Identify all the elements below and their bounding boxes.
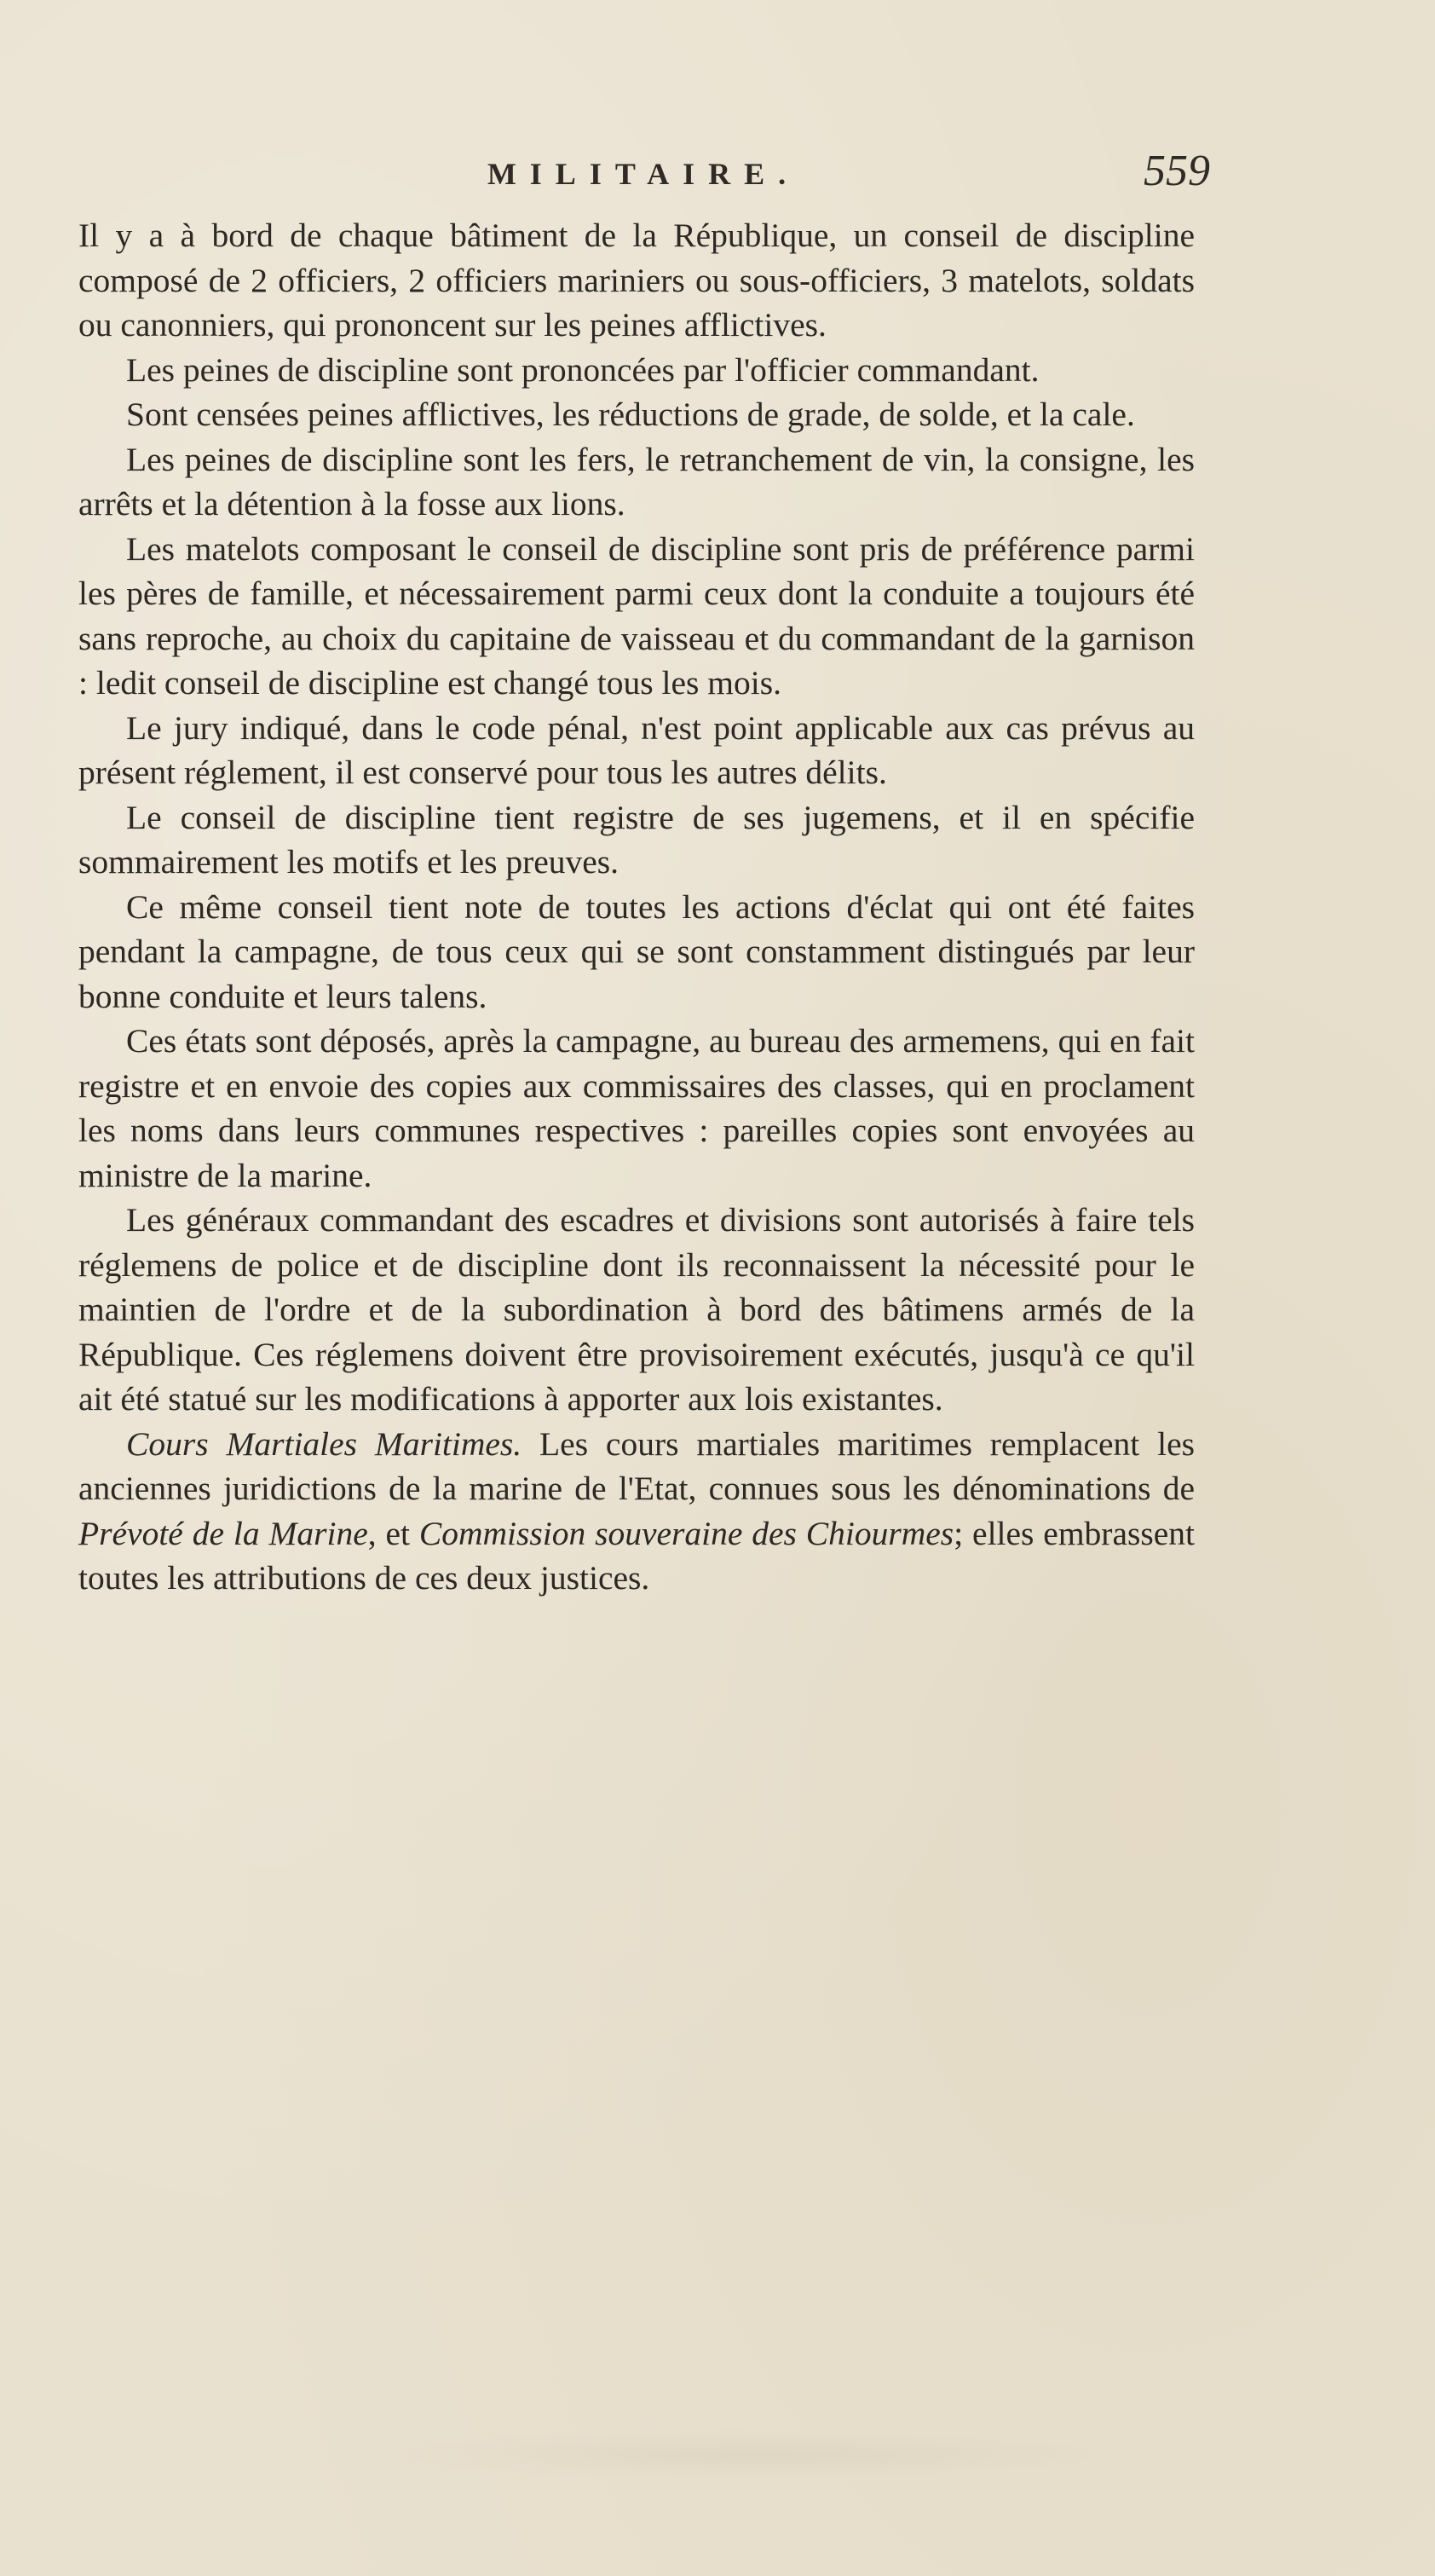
paragraph-states-deposited: Ces états sont déposés, après la campagne, au bureau des armemens, qui en fait registre et en envoie des copies aux commissaires des classes, qui en proclament les noms dans leurs communes respectives : pareilles copies sont envoyées au ministre de la marine. (78, 1022, 1195, 1194)
paragraph-discipline-council: Il y a à bord de chaque bâtiment de la République, un conseil de discipline composé de 2 officiers, 2 officiers mariniers ou sous-officiers, 3 matelots, soldats ou canonniers, qui prononcent sur les peines afflictives. (78, 217, 1195, 344)
paragraph-martial-courts (78, 1422, 1195, 1601)
paragraph-actions-of-distinction: Ce même conseil tient note de toutes les actions d'éclat qui ont été faites pendant la campagne, de tous ceux qui se sont constamment distingués par leur bonne conduite et leurs talens. (78, 887, 1195, 1015)
page-number: 559 (1144, 147, 1210, 195)
paragraph-registry: Le conseil de discipline tient registre de ses jugemens, et il en spécifie sommairement les motifs et les preuves. (78, 798, 1195, 881)
martial-courts-text-1: Les cours martiales maritimes remplacent les anciennes juridictions de la marine de l'Etat, connues sous les dénominations de (78, 1424, 1195, 1507)
paper-smudge (358, 2429, 1125, 2481)
page-header (77, 147, 1210, 207)
running-title: MILITAIRE. (487, 157, 800, 191)
paragraph-discipline-penalties-pronounced: Les peines de discipline sont prononcées par l'officier commandant. (126, 350, 1040, 389)
martial-courts-italic-2: Commission souveraine des Chiourmes (418, 1514, 954, 1552)
body-text (78, 213, 1195, 1601)
martial-courts-title: Cours Martiales Maritimes. (126, 1424, 522, 1463)
paragraph-generals-regulations: Les généraux commandant des escadres et divisions sont autorisés à faire tels réglemens de police et de discipline dont ils reconnaissent la nécessité pour le maintien de l'ordre et de la subordination à bord des bâtimens armés de la République. Ces réglemens doivent être provisoirement exécutés, jusqu'à ce qu'il ait été statué sur les modifications à apporter aux lois existantes. (78, 1201, 1195, 1418)
paragraph-sailors-selection: Les matelots composant le conseil de discipline sont pris de préférence parmi les pères de famille, et nécessairement parmi ceux dont la conduite a toujours été sans reproche, au choix du capitaine de vaisseau et du commandant de la garnison : ledit conseil de discipline est changé tous les mois. (78, 529, 1195, 702)
paragraph-jury: Le jury indiqué, dans le code pénal, n'est point applicable aux cas prévus au présent réglement, il est conservé pour tous les autres délits. (78, 708, 1195, 791)
martial-courts-text-3: ; elles embrassent toutes les attributions de ces deux justices. (78, 1514, 1195, 1597)
martial-courts-italic-1: Prévoté de la Marine (78, 1514, 368, 1552)
paragraph-discipline-penalties-list: Les peines de discipline sont les fers, le retranchement de vin, la consigne, les arrêts et la détention à la fosse aux lions. (78, 440, 1195, 523)
martial-courts-text-2: , et (367, 1514, 419, 1552)
paragraph-afflictive-penalties: Sont censées peines afflictives, les réductions de grade, de solde, et la cale. (126, 396, 1135, 433)
